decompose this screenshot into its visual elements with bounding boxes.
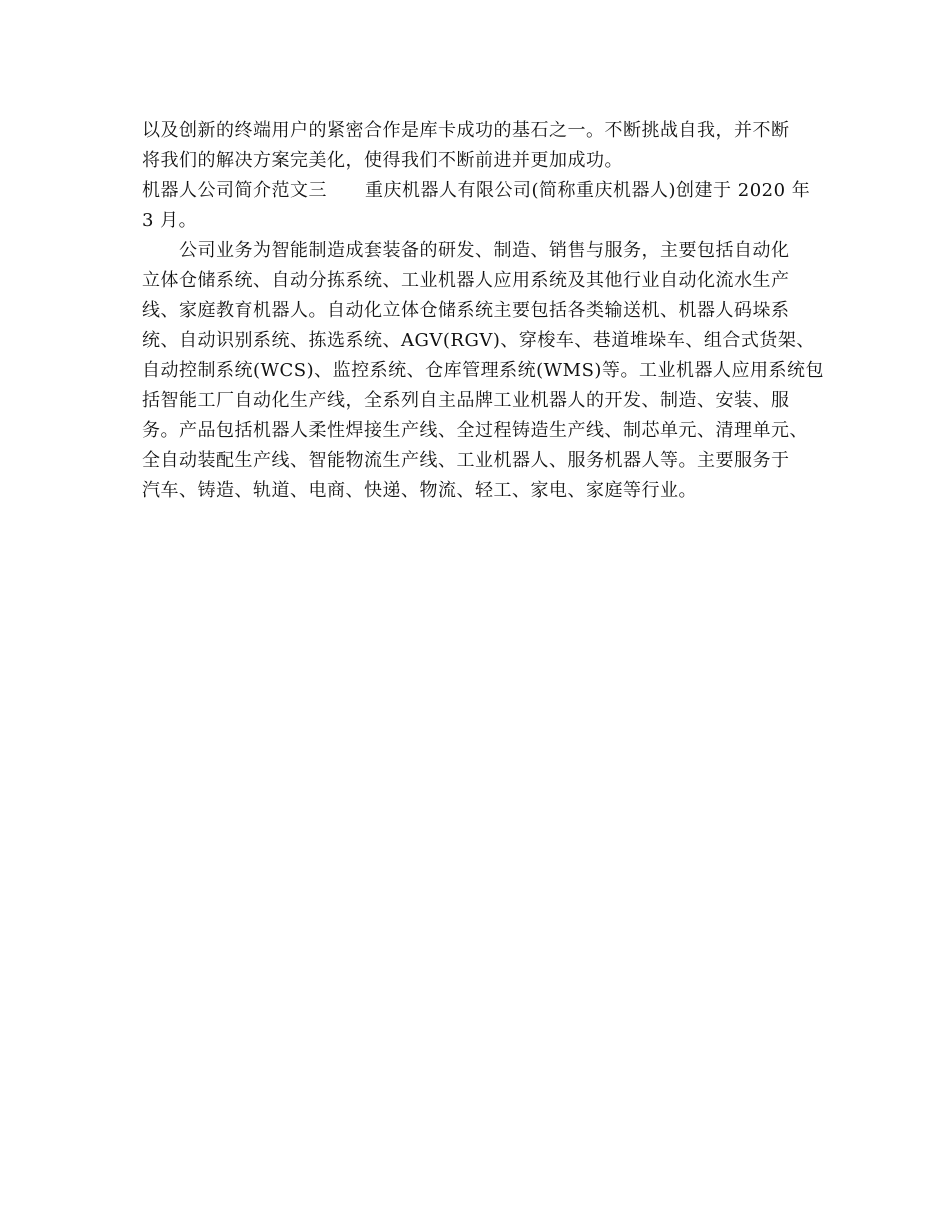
section-heading-label: 机器人公司简介范文三 <box>142 180 327 201</box>
text-line: 统、自动识别系统、拣选系统、AGV(RGV)、穿梭车、巷道堆垛车、组合式货架、 <box>142 330 815 351</box>
text-line: 汽车、铸造、轨道、电商、快递、物流、轻工、家电、家庭等行业。 <box>142 480 697 501</box>
text-line: 将我们的解决方案完美化，使得我们不断前进并更加成功。 <box>142 150 623 171</box>
paragraph-first-line: 公司业务为智能制造成套装备的研发、制造、销售与服务，主要包括自动化 <box>179 240 790 261</box>
section-heading-text: 重庆机器人有限公司(简称重庆机器人)创建于 2020 年 <box>365 180 811 201</box>
document-body <box>142 116 822 506</box>
text-line: 以及创新的终端用户的紧密合作是库卡成功的基石之一。不断挑战自我，并不断 <box>142 120 790 141</box>
text-line: 务。产品包括机器人柔性焊接生产线、全过程铸造生产线、制芯单元、清理单元、 <box>142 420 808 441</box>
text-line: 线、家庭教育机器人。自动化立体仓储系统主要包括各类输送机、机器人码垛系 <box>142 300 790 321</box>
text-line: 括智能工厂自动化生产线，全系列自主品牌工业机器人的开发、制造、安装、服 <box>142 390 790 411</box>
text-line: 3 月。 <box>142 210 198 231</box>
text-line: 立体仓储系统、自动分拣系统、工业机器人应用系统及其他行业自动化流水生产 <box>142 270 790 291</box>
text-line: 全自动装配生产线、智能物流生产线、工业机器人、服务机器人等。主要服务于 <box>142 450 790 471</box>
text-line: 自动控制系统(WCS)、监控系统、仓库管理系统(WMS)等。工业机器人应用系统包 <box>142 360 824 381</box>
section-heading-line <box>142 176 822 206</box>
